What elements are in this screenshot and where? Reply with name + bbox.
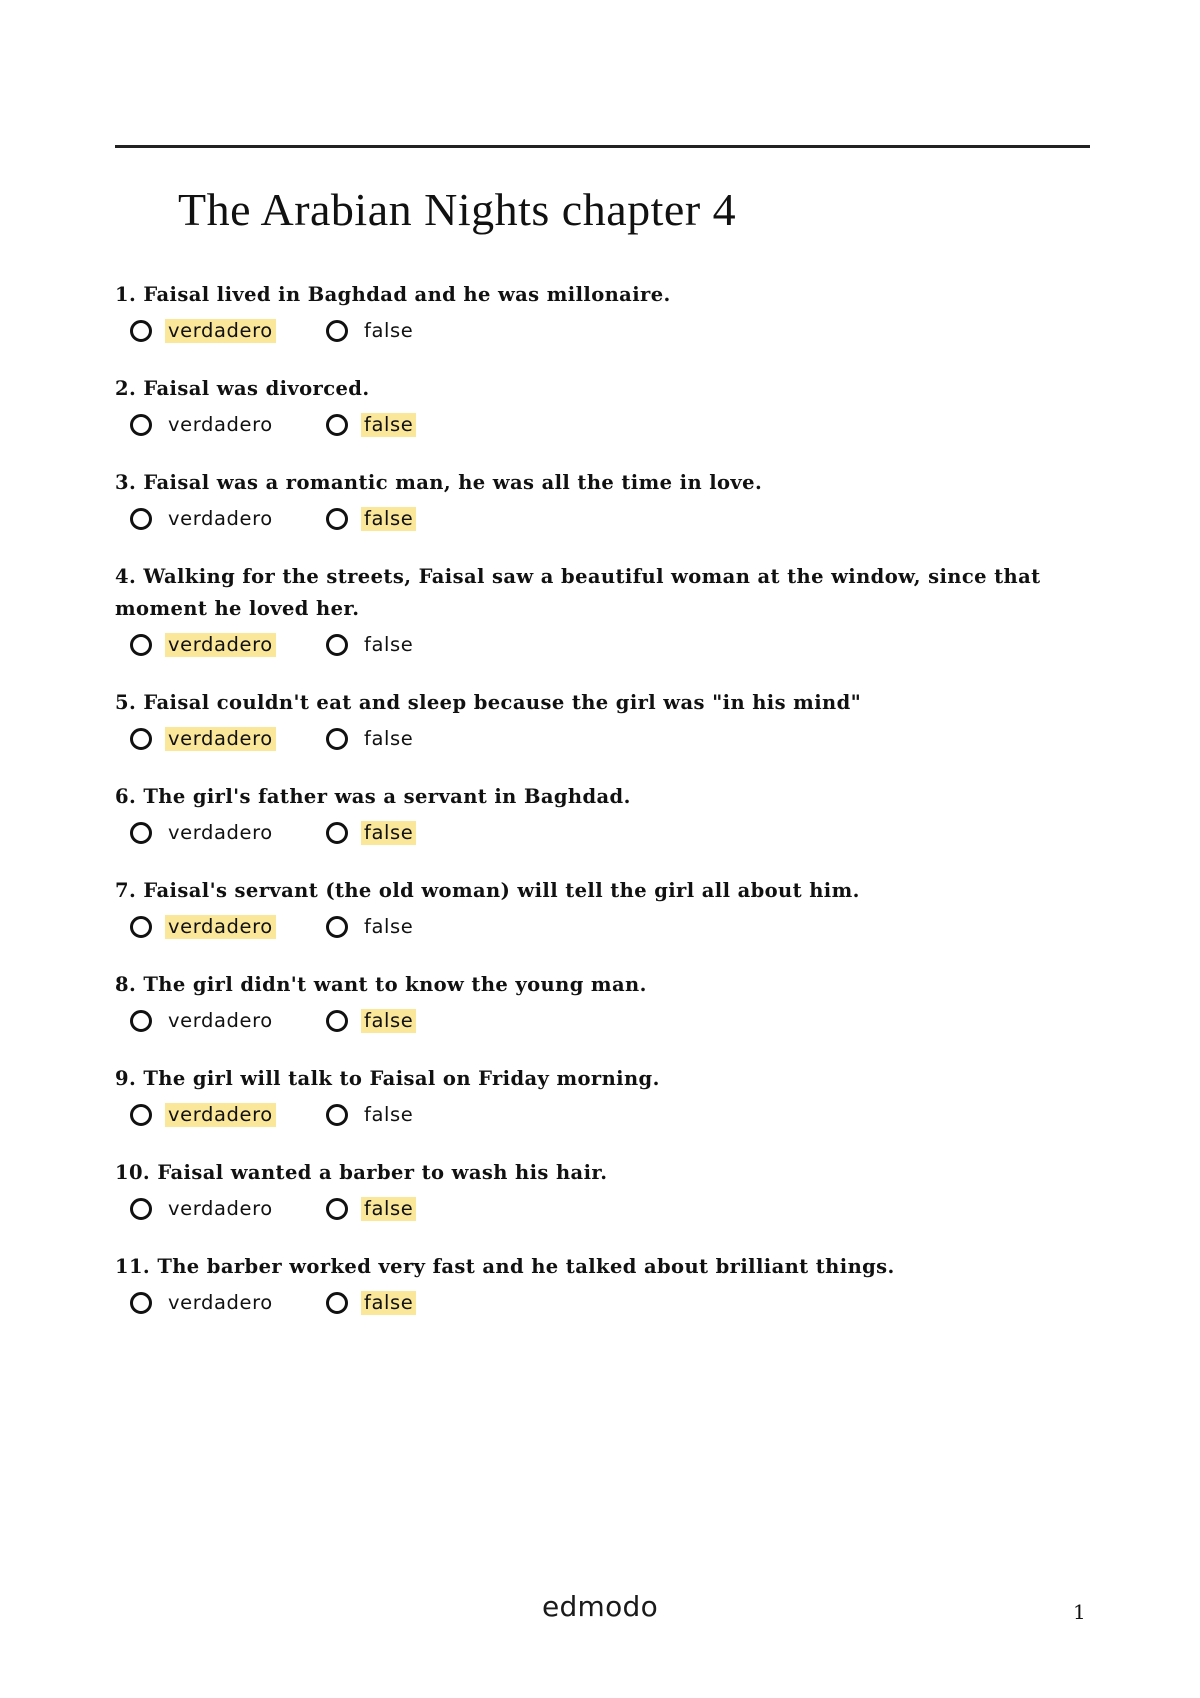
option-verdadero[interactable] [130,1009,326,1033]
option-false[interactable] [326,507,522,531]
option-label: verdadero [165,727,276,751]
question-text: 11. The barber worked very fast and he talked about brilliant things. [115,1255,895,1278]
question-4 [115,561,1075,665]
answer-options [130,907,1075,947]
answer-options [130,1001,1075,1041]
option-label: verdadero [165,633,276,657]
radio-button[interactable] [130,1104,152,1126]
question-11 [115,1251,1075,1323]
radio-button[interactable] [326,916,348,938]
option-false[interactable] [326,1291,522,1315]
radio-button[interactable] [326,1292,348,1314]
radio-button[interactable] [326,414,348,436]
radio-button[interactable] [326,634,348,656]
option-verdadero[interactable] [130,413,326,437]
radio-button[interactable] [130,1292,152,1314]
option-false[interactable] [326,1103,522,1127]
option-false[interactable] [326,1009,522,1033]
radio-button[interactable] [130,1010,152,1032]
answer-options [130,499,1075,539]
answer-options [130,625,1075,665]
option-false[interactable] [326,727,522,751]
option-label: verdadero [165,1103,276,1127]
option-verdadero[interactable] [130,1291,326,1315]
option-label: false [364,727,414,750]
question-text: 8. The girl didn't want to know the young man. [115,973,647,996]
option-label: verdadero [168,413,273,436]
question-1 [115,279,1075,351]
answer-options [130,1095,1075,1135]
radio-button[interactable] [326,508,348,530]
radio-button[interactable] [326,1198,348,1220]
question-text: 10. Faisal wanted a barber to wash his hair. [115,1161,608,1184]
radio-button[interactable] [130,634,152,656]
question-text: 7. Faisal's servant (the old woman) will tell the girl all about him. [115,879,860,902]
question-text: 5. Faisal couldn't eat and sleep because the girl was "in his mind" [115,691,862,714]
radio-button[interactable] [326,320,348,342]
question-9 [115,1063,1075,1135]
answer-options [130,719,1075,759]
option-label: verdadero [168,1291,273,1314]
option-verdadero[interactable] [130,319,326,343]
question-text: 3. Faisal was a romantic man, he was all the time in love. [115,471,763,494]
question-5 [115,687,1075,759]
option-verdadero[interactable] [130,915,326,939]
header-rule [115,145,1090,148]
option-label: false [364,1103,414,1126]
option-false[interactable] [326,915,522,939]
option-verdadero[interactable] [130,507,326,531]
radio-button[interactable] [130,508,152,530]
option-verdadero[interactable] [130,821,326,845]
option-verdadero[interactable] [130,727,326,751]
option-false[interactable] [326,413,522,437]
option-false[interactable] [326,1197,522,1221]
option-verdadero[interactable] [130,1103,326,1127]
option-label: false [361,821,416,845]
option-label: false [361,1197,416,1221]
question-2 [115,373,1075,445]
question-text: 2. Faisal was divorced. [115,377,370,400]
answer-options [130,813,1075,853]
question-10 [115,1157,1075,1229]
question-text: 9. The girl will talk to Faisal on Friday morning. [115,1067,660,1090]
question-text: 1. Faisal lived in Baghdad and he was millonaire. [115,283,671,306]
option-verdadero[interactable] [130,633,326,657]
answer-options [130,1189,1075,1229]
quiz-question-list [115,279,1075,1345]
page-number: 1 [1073,1600,1086,1624]
option-false[interactable] [326,319,522,343]
option-false[interactable] [326,633,522,657]
answer-options [130,405,1075,445]
option-label: false [364,319,414,342]
option-label: verdadero [168,1009,273,1032]
answer-options [130,311,1075,351]
radio-button[interactable] [130,822,152,844]
question-6 [115,781,1075,853]
option-label: false [364,633,414,656]
answer-options [130,1283,1075,1323]
question-8 [115,969,1075,1041]
radio-button[interactable] [130,414,152,436]
question-3 [115,467,1075,539]
radio-button[interactable] [130,916,152,938]
radio-button[interactable] [326,728,348,750]
question-text: 4. Walking for the streets, Faisal saw a beautiful woman at the window, since that moment he loved her. [115,565,1041,620]
option-label: verdadero [168,507,273,530]
option-false[interactable] [326,821,522,845]
radio-button[interactable] [130,1198,152,1220]
option-label: false [361,1291,416,1315]
option-label: verdadero [165,915,276,939]
page-title: The Arabian Nights chapter 4 [178,184,737,235]
option-verdadero[interactable] [130,1197,326,1221]
option-label: false [361,413,416,437]
radio-button[interactable] [326,822,348,844]
radio-button[interactable] [130,320,152,342]
option-label: false [361,1009,416,1033]
option-label: verdadero [168,821,273,844]
edmodo-logo: edmodo [541,1590,659,1623]
radio-button[interactable] [326,1010,348,1032]
option-label: false [361,507,416,531]
option-label: verdadero [168,1197,273,1220]
question-text: 6. The girl's father was a servant in Baghdad. [115,785,631,808]
radio-button[interactable] [130,728,152,750]
option-label: false [364,915,414,938]
option-label: verdadero [165,319,276,343]
radio-button[interactable] [326,1104,348,1126]
question-7 [115,875,1075,947]
